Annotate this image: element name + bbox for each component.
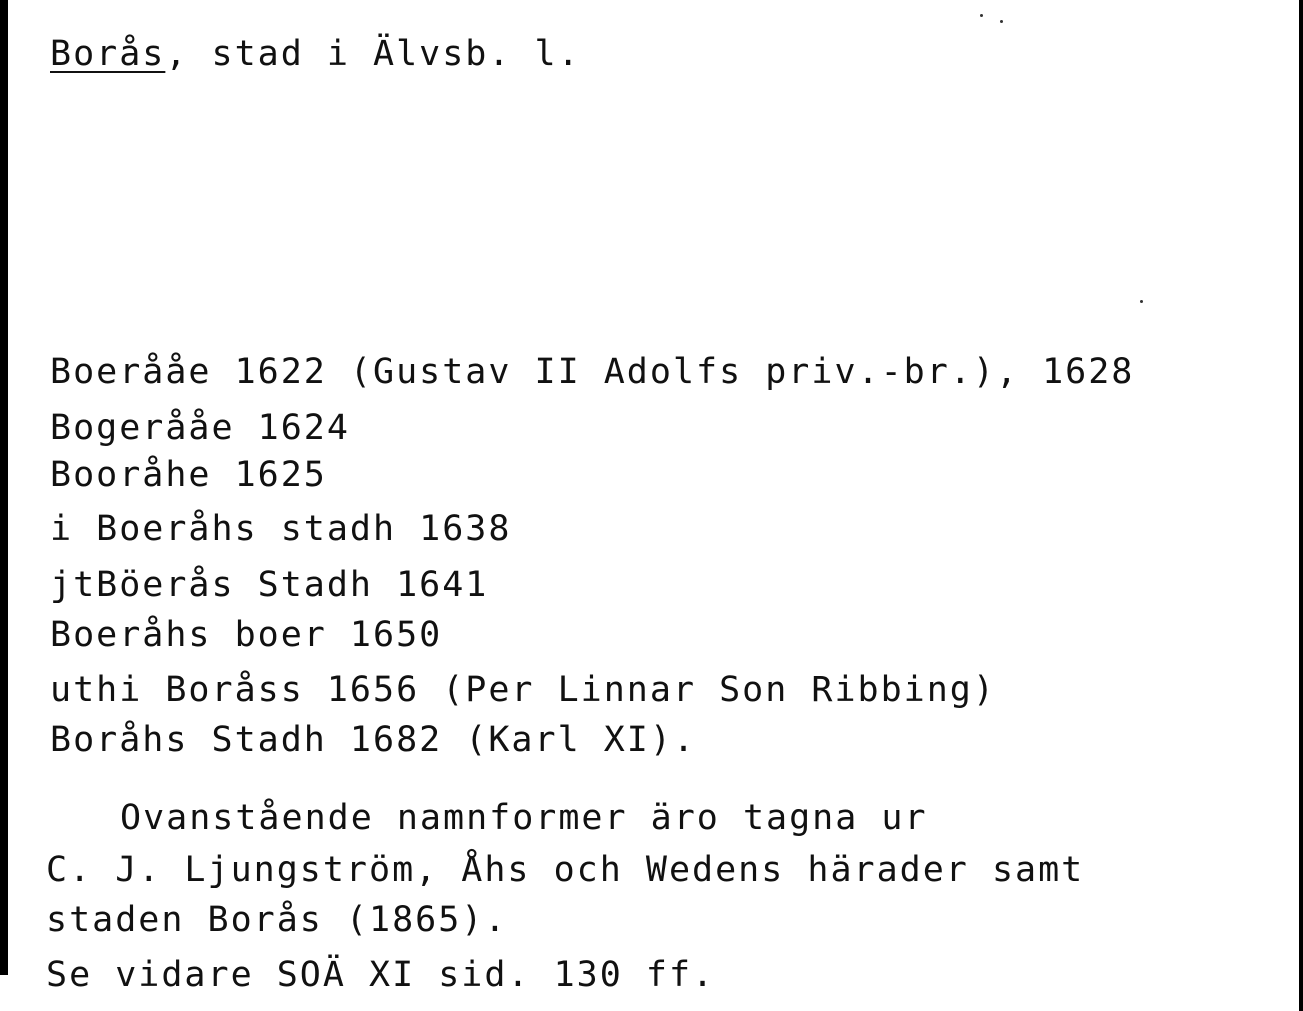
name-form: Boråhs Stadh 1682 (Karl XI). xyxy=(50,720,697,760)
name-form: i Boeråhs stadh 1638 xyxy=(50,509,512,549)
name-form: uthi Boråss 1656 (Per Linnar Son Ribbing) xyxy=(50,670,996,710)
place-name: Borås xyxy=(50,34,166,74)
name-form: Boerååe 1622 (Gustav II Adolfs priv.-br.), 1628 xyxy=(50,352,1135,392)
speck xyxy=(1000,20,1003,23)
name-form: Bogerååe 1624 xyxy=(50,408,350,448)
name-form: jtBöerås Stadh 1641 xyxy=(50,565,489,605)
source-note-line: staden Borås (1865). xyxy=(46,900,508,940)
see-also-line: Se vidare SOÄ XI sid. 130 ff. xyxy=(46,955,716,995)
card-left-edge xyxy=(0,0,8,975)
speck xyxy=(980,14,983,17)
name-form: Boeråhs boer 1650 xyxy=(50,615,443,655)
source-note-line: Ovanstående namnformer äro tagna ur xyxy=(120,798,928,838)
card-right-edge xyxy=(1299,0,1303,1011)
place-description: , stad i Älvsb. l. xyxy=(165,34,581,74)
name-form: Booråhe 1625 xyxy=(50,455,327,495)
card-heading xyxy=(50,34,581,74)
source-note-line: C. J. Ljungström, Åhs och Wedens härader samt xyxy=(46,850,1085,890)
speck xyxy=(1140,300,1143,303)
